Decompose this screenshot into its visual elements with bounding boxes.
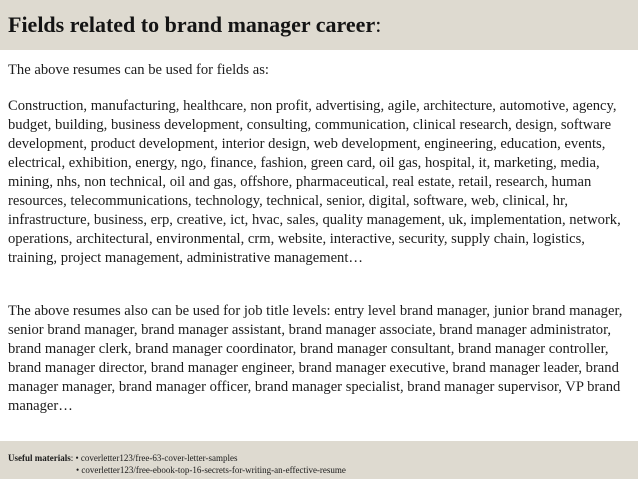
job-levels-paragraph: The above resumes also can be used for job title levels: entry level brand manager, junior brand manager, senior brand manager, brand manager assistant, brand manager associate, brand manager administrator, brand manager clerk, brand manager coordinator, brand manager consultant, brand manager controller, brand manager director, brand manager engineer, brand manager executive, brand manager leader, brand manager manager, brand manager officer, brand manager specialist, brand manager supervisor, VP brand manager…: [8, 303, 623, 414]
footer-link-cover-letter-samples[interactable]: • coverletter123/free-63-cover-letter-samples: [75, 453, 238, 463]
useful-materials-label: Useful materials: [8, 453, 71, 463]
page-title: [8, 12, 381, 38]
fields-paragraph: Construction, manufacturing, healthcare, non profit, advertising, agile, architecture, automotive, agency, budget, building, business development, consulting, communication, clinical research, design, software development, product development, interior design, web development, engineering, education, events, electrical, exhibition, energy, ngo, finance, fashion, green card, oil gas, hospital, it, marketing, media, mining, nhs, non technical, oil and gas, offshore, pharmaceutical, real estate, retail, research, human resources, telecommunications, technology, technical, senior, digital, software, web, clinical, hr, infrastructure, business, erp, creative, ict, hvac, sales, quality management, uk, implementation, network, operations, architectural, environmental, crm, website, interactive, security, supply chain, logistics, training, project management, administrative management…: [8, 98, 621, 266]
useful-materials-separator: :: [70, 453, 76, 463]
page-title-text: Fields related to brand manager career: [8, 12, 376, 37]
page-title-colon: :: [375, 12, 382, 37]
footer-link-ebook-secrets[interactable]: • coverletter123/free-ebook-top-16-secrets-for-writing-an-effective-resume: [76, 465, 346, 475]
useful-materials: [8, 452, 346, 475]
footer-first-row: [8, 452, 237, 464]
intro-text: The above resumes can be used for fields as:: [8, 62, 269, 78]
